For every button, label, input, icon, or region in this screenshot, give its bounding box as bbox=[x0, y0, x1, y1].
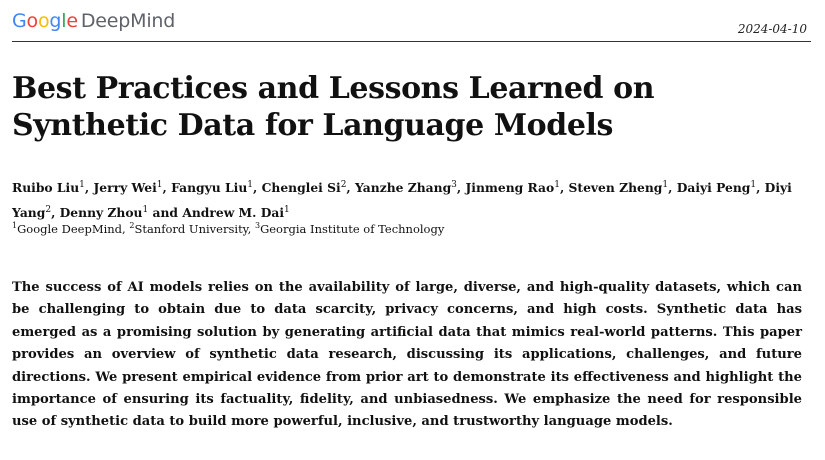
author-name: Andrew M. Dai bbox=[182, 205, 285, 221]
author bbox=[465, 180, 560, 195]
author bbox=[93, 180, 162, 195]
author-name: Diyi Yang bbox=[12, 180, 792, 221]
logo-product-name: DeepMind bbox=[80, 10, 176, 32]
author-affiliation-mark: 1 bbox=[79, 180, 85, 190]
affiliation-number: 2 bbox=[129, 221, 135, 230]
author-affiliation-mark: 1 bbox=[662, 180, 669, 190]
author bbox=[569, 180, 669, 195]
page-header bbox=[12, 8, 811, 42]
publication-date: 2024-04-10 bbox=[737, 22, 807, 36]
logo-letter: o bbox=[26, 10, 38, 32]
logo-letter: l bbox=[61, 10, 67, 32]
author bbox=[171, 180, 253, 195]
author-name: Ruibo Liu bbox=[12, 180, 80, 196]
logo-letter: g bbox=[49, 10, 62, 32]
abstract: The success of AI models relies on the availability of large, diverse, and high-quality datasets, which can be challenging to obtain due to data scarcity, privacy concerns, and high costs. Synthetic data has emerged as a promising solution by generating artificial data that mimics real-world patterns. This paper provides an overview of synthetic data research, discussing its applications, challenges, and future directions. We present empirical evidence from prior art to demonstrate its effectiveness and highlight the importance of ensuring its factuality, fidelity, and unbiasedness. We emphasize the need for responsible use of synthetic data to build more powerful, inclusive, and trustworthy language models. bbox=[12, 280, 802, 430]
author-name: Jerry Wei bbox=[93, 180, 157, 196]
author-affiliation-mark: 1 bbox=[156, 180, 163, 190]
author bbox=[12, 180, 85, 195]
author-name: Daiyi Peng bbox=[676, 180, 751, 196]
author-affiliation-mark: 2 bbox=[45, 205, 52, 216]
affiliation-name: Stanford University bbox=[134, 221, 248, 236]
author-affiliation-mark: 1 bbox=[554, 180, 560, 190]
author bbox=[355, 180, 457, 195]
author-affiliation-mark: 2 bbox=[340, 180, 347, 190]
author-affiliation-mark: 1 bbox=[247, 180, 254, 190]
paper-title: Best Practices and Lessons Learned on Synthetic Data for Language Models bbox=[12, 71, 655, 143]
logo-letter: G bbox=[12, 10, 27, 32]
author-name: Jinmeng Rao bbox=[465, 180, 555, 196]
affiliation-list: $^1$Google DeepMind, $^2$Stanford University, $^3$Georgia Institute of Technology bbox=[12, 221, 445, 236]
author-name: Fangyu Liu bbox=[171, 180, 248, 196]
affiliation-name: Georgia Institute of Technology bbox=[260, 221, 445, 236]
affiliation-number: 1 bbox=[12, 221, 18, 230]
logo-letter: o bbox=[37, 10, 50, 32]
author-affiliation-mark: 1 bbox=[142, 205, 149, 216]
author-name: Denny Zhou bbox=[59, 205, 143, 221]
author-affiliation-mark: 3 bbox=[451, 180, 457, 190]
logo-letter: e bbox=[66, 10, 78, 32]
author bbox=[677, 180, 756, 195]
author-list: Ruibo Liu$^1$, Jerry Wei$^1$, Fangyu Liu$^1$, Chenglei Si$^2$, Yanzhe Zhang$^3$, Jinmeng Rao$^1$, Steven Zheng$^1$, Daiyi Peng$^1$, Diyi Yang$^2$, Denny Zhou$^1$ and Andrew M. Dai$^1$ bbox=[12, 180, 792, 221]
author bbox=[262, 180, 347, 195]
affiliation-name: Google DeepMind bbox=[17, 221, 123, 236]
google-deepmind-logo bbox=[12, 10, 175, 32]
author-affiliation-mark: 1 bbox=[750, 180, 757, 190]
author-name: Steven Zheng bbox=[568, 180, 663, 196]
author-name: Yanzhe Zhang bbox=[354, 180, 452, 196]
affiliation-number: 3 bbox=[254, 221, 261, 230]
author-name: Chenglei Si bbox=[261, 180, 341, 196]
author-affiliation-mark: 1 bbox=[284, 205, 290, 216]
